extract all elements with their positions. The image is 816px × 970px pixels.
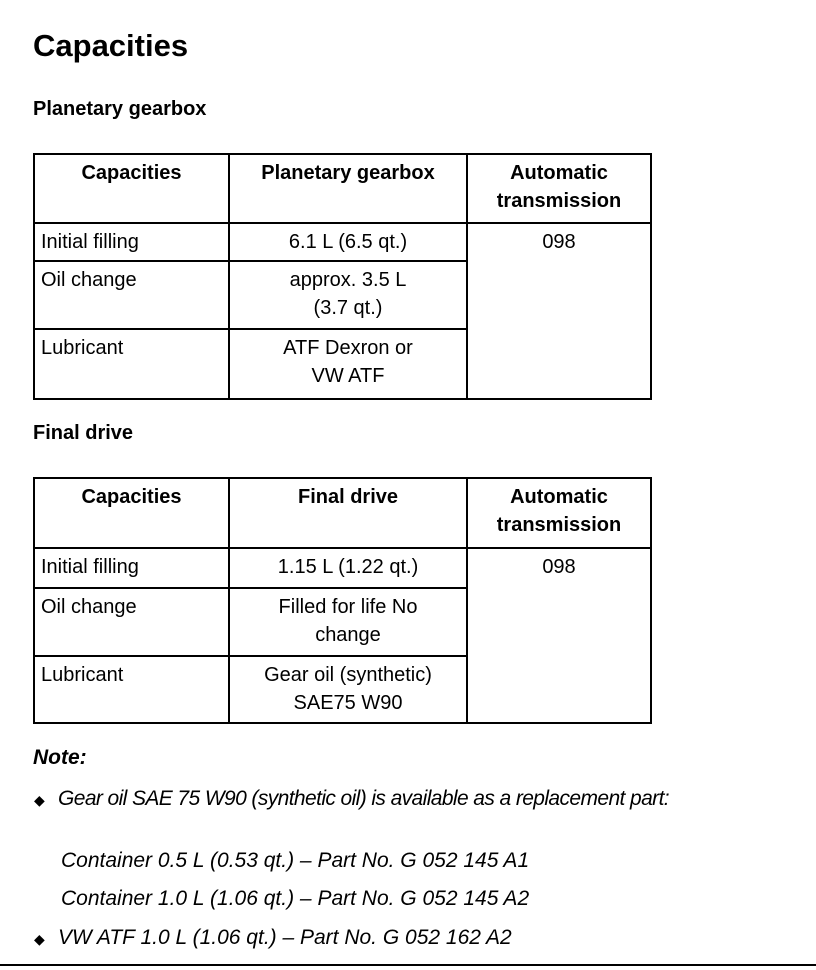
header-final-drive: Final drive [229, 478, 467, 548]
row-value: Filled for life No change [229, 588, 467, 656]
final-drive-table [33, 477, 652, 724]
row-value: approx. 3.5 L (3.7 qt.) [229, 261, 467, 329]
section-heading-planetary: Planetary gearbox [33, 98, 207, 120]
table-row [34, 223, 651, 261]
transmission-code: 098 [467, 223, 651, 399]
transmission-code: 098 [467, 548, 651, 723]
section-heading-final-drive: Final drive [33, 422, 134, 444]
planetary-gearbox-table [33, 153, 652, 400]
header-capacities: Capacities [34, 478, 229, 548]
note-label: Note: [33, 746, 87, 769]
header-planetary: Planetary gearbox [229, 154, 467, 223]
row-value: ATF Dexron or VW ATF [229, 329, 467, 399]
row-value: 1.15 L (1.22 qt.) [229, 548, 467, 588]
note-bullet-gear-oil: Gear oil SAE 75 W90 (synthetic oil) is available as a replacement part: [58, 787, 670, 810]
row-label: Oil change [34, 588, 229, 656]
bottom-rule [0, 964, 816, 966]
page-title: Capacities [33, 28, 189, 63]
row-label: Initial filling [34, 223, 229, 261]
row-label: Initial filling [34, 548, 229, 588]
note-container-1: Container 0.5 L (0.53 qt.) – Part No. G 052 145 A1 [61, 849, 530, 872]
note-bullet-vw-atf: VW ATF 1.0 L (1.06 qt.) – Part No. G 052 162 A2 [58, 926, 512, 949]
row-value: 6.1 L (6.5 qt.) [229, 223, 467, 261]
row-label: Lubricant [34, 656, 229, 723]
header-transmission: Automatic transmission [467, 478, 651, 548]
table-row [34, 548, 651, 588]
row-label: Oil change [34, 261, 229, 329]
bullet-icon: ◆ [34, 931, 45, 947]
bullet-icon: ◆ [34, 792, 45, 808]
note-container-2: Container 1.0 L (1.06 qt.) – Part No. G 052 145 A2 [61, 887, 530, 910]
row-label: Lubricant [34, 329, 229, 399]
row-value: Gear oil (synthetic) SAE75 W90 [229, 656, 467, 723]
header-transmission: Automatic transmission [467, 154, 651, 223]
header-capacities: Capacities [34, 154, 229, 223]
